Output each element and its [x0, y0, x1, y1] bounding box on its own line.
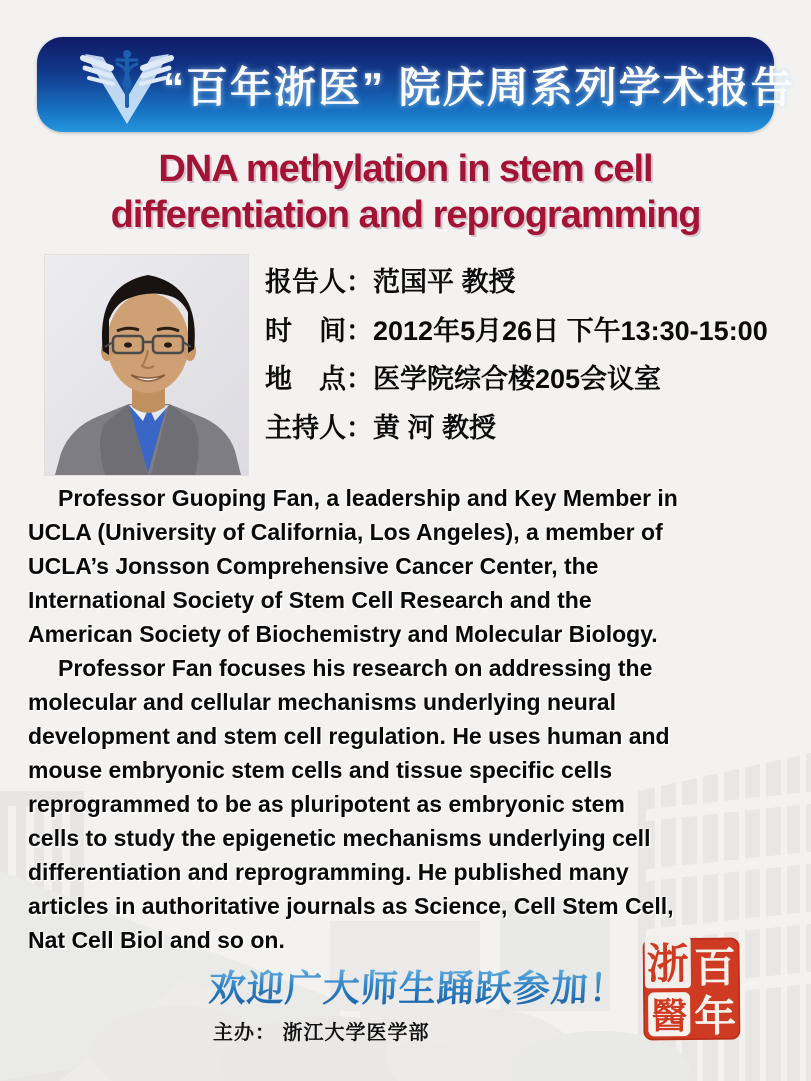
bio-paragraph-1: Professor Guoping Fan, a leadership and Key Member in UCLA (University of California, Los Angeles), a member of UCLA’s Jonsson Comprehensive Cancer Center, the International Society of Stem Cell Research and the American Society of Biochemistry and Molecular Biology.	[28, 485, 678, 647]
speaker-info	[265, 258, 805, 452]
seal-char-bai: 百	[693, 945, 737, 992]
seal-char-yi: 醫	[651, 996, 688, 1037]
speaker-photo	[45, 255, 248, 475]
biography	[28, 481, 793, 957]
seal-char-zhe: 浙	[646, 942, 689, 989]
organizer-line: 主办： 浙江大学医学部	[213, 1022, 430, 1044]
winged-caduceus-icon	[77, 44, 177, 128]
anniversary-seal-stamp	[643, 936, 741, 1043]
seal-char-nian: 年	[694, 994, 737, 1041]
bio-paragraph-2: Professor Fan focuses his research on addressing the molecular and cellular mechanisms underlying neural development and stem cell regulation. He uses human and mouse embryonic stem cells and tissue specific cells reprogrammed to be as pluripotent as embryonic stem cells to study the epigenetic mechanisms underlying cell differentiation and reprogramming. He published many articles in authoritative journals as Science, Cell Stem Cell, Nat Cell Biol and so on.	[28, 655, 674, 953]
lecture-title: DNA methylation in stem cell differentiation and reprogramming	[110, 148, 701, 236]
host-row: 主持人：黄 河 教授	[265, 412, 497, 443]
venue-row: 地 点：医学院综合楼205会议室	[265, 364, 662, 394]
welcome-message: 欢迎广大师生踊跃参加！	[97, 958, 740, 1012]
time-row: 时 间：2012年5月26日 下午13:30-15:00	[265, 315, 768, 346]
banner	[37, 37, 795, 132]
speaker-row: 报告人：范国平 教授	[265, 267, 516, 297]
banner-title: “百年浙医” 院庆周系列学术报告	[163, 63, 795, 111]
